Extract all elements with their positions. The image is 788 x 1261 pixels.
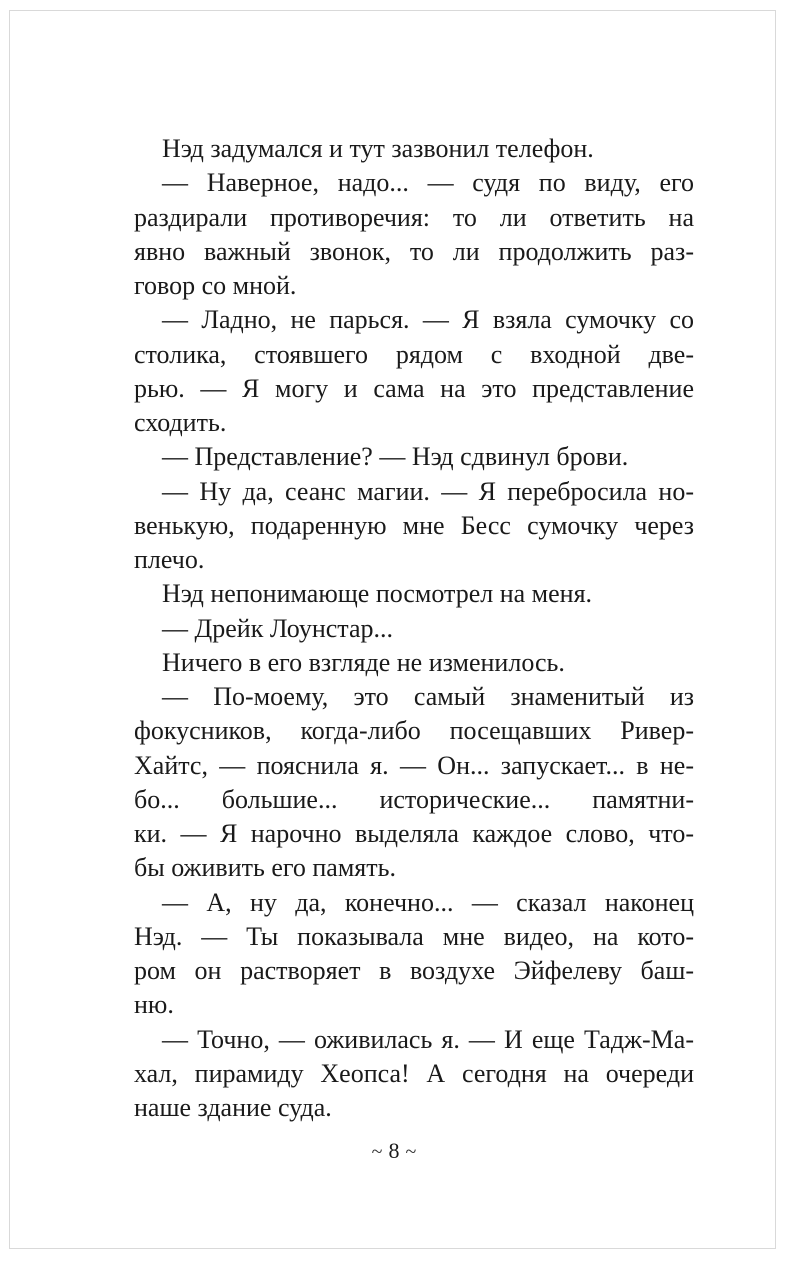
text-line: бо... большие... исторические... памятни- [134,784,694,814]
text-line: — По-моему, это самый знаменитый из [162,682,694,711]
body-text [134,132,694,1125]
text-line: — Ну да, сеанс магии. — Я перебросила но- [162,476,694,506]
text-line: — Ладно, не парься. — Я взяла сумочку со [162,305,694,335]
text-line: плечо. [134,545,205,574]
folio-ornament-left: ~ [371,1141,383,1163]
text-line: — Наверное, надо... — судя по виду, его [162,168,694,198]
text-line: Хайтс, — пояснила я. — Он... запускает... в не- [134,750,694,780]
text-line: ром он растворяет в воздухе Эйфелеву баш- [134,956,694,985]
text-line: — Представление? — Нэд сдвинул брови. [162,442,629,472]
text-line: ню. [134,990,174,1020]
folio-ornament-right: ~ [405,1141,417,1163]
text-line: Нэд задумался и тут зазвонил телефон. [162,134,594,163]
page-number [0,1136,788,1167]
text-line: хал, пирамиду Хеопса! А сегодня на очереди [134,1058,694,1088]
text-line: — Точно, — оживилась я. — И еще Тадж-Ма- [162,1024,694,1054]
text-line: наше здание суда. [134,1093,332,1122]
page-number-value: 8 [388,1138,400,1163]
text-line: явно важный звонок, то ли продолжить раз- [134,236,694,266]
text-line: — Дрейк Лоунстар... [162,613,393,643]
text-line: фокусников, когда-либо посещавших Ривер- [134,716,694,746]
text-line: бы оживить его память. [134,853,396,883]
text-line: сходить. [134,408,227,437]
text-line: рью. — Я могу и сама на это представление [134,373,694,403]
text-line: раздирали противоречия: то ли ответить на [134,202,694,232]
text-line: — А, ну да, конечно... — сказал наконец [162,887,694,917]
text-line: ки. — Я нарочно выделяла каждое слово, что- [134,819,694,848]
text-line: говор со мной. [134,271,297,300]
text-line: столика, стоявшего рядом с входной две- [134,339,694,369]
text-line: Нэд непонимающе посмотрел на меня. [162,579,593,609]
text-line: Ничего в его взгляде не изменилось. [162,647,565,677]
text-line: венькую, подаренную мне Бесс сумочку через [134,510,694,540]
text-line: Нэд. — Ты показывала мне видео, на кото- [134,921,694,951]
